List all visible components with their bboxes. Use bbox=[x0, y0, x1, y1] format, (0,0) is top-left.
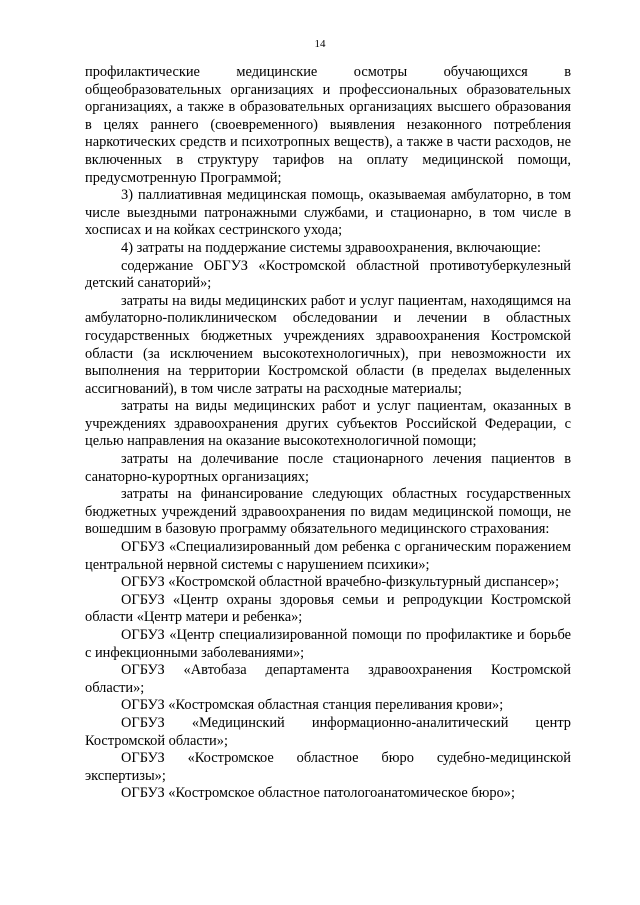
paragraph-sanatorium-maintenance: содержание ОБГУЗ «Костромской областной противотуберкулезный детский санаторий»; bbox=[85, 257, 571, 292]
paragraph-aftercare-costs: затраты на долечивание после стационарного лечения пациентов в санаторно-курортных организациях; bbox=[85, 451, 571, 485]
list-item-pathology-bureau: ОГБУЗ «Костромское областное патологоанатомическое бюро»; bbox=[121, 785, 515, 802]
paragraph-outpatient-costs: затраты на виды медицинских работ и услуг пациентам, находящимся на амбулаторно-поликлиническом обследовании и лечении в областных государственных бюджетных учреждениях здравоохранения Костромской области (за исключением высокотехнологичных), при невозможности их выполнения на территории Костромской области (в пределах выделенных ассигнований), в том числе затраты на расходные материалы; bbox=[85, 292, 571, 397]
list-item-infection-center: ОГБУЗ «Центр специализированной помощи по профилактике и борьбе с инфекционными заболеваниями»; bbox=[85, 627, 571, 661]
paragraph-continuation: профилактические медицинские осмотры обучающихся в общеобразовательных организациях и профессиональных образовательных организациях, а также в образовательных организациях высшего образования в целях раннего (своевременного) выявления незаконного потребления наркотических средств и психотропных веществ), а также в части расходов, не включенных в структуру тарифов на оплату медицинской помощи, предусмотренную Программой; bbox=[85, 64, 571, 186]
paragraph-other-regions-costs: затраты на виды медицинских работ и услуг пациентам, оказанных в учреждениях здравоохранения других субъектов Российской Федерации, с целью направления на оказание высокотехнологичной помощи; bbox=[85, 398, 571, 450]
body-text bbox=[85, 64, 571, 803]
list-item-medical-info-center: ОГБУЗ «Медицинский информационно-аналитический центр Костромской области»; bbox=[85, 714, 571, 749]
list-item-forensic-bureau: ОГБУЗ «Костромское областное бюро судебно-медицинской экспертизы»; bbox=[85, 750, 571, 784]
paragraph-palliative-care: 3) паллиативная медицинская помощь, оказываемая амбулаторно, в том числе выездными патронажными службами, и стационарно, в том числе в хосписах и на койках сестринского ухода; bbox=[85, 187, 571, 239]
paragraph-system-costs: 4) затраты на поддержание системы здравоохранения, включающие: bbox=[121, 239, 542, 256]
list-item-childrens-home: ОГБУЗ «Специализированный дом ребенка с органическим поражением центральной нервной системы с нарушением психики»; bbox=[85, 539, 571, 573]
list-item-sports-dispensary: ОГБУЗ «Костромской областной врачебно-физкультурный диспансер»; bbox=[121, 574, 560, 591]
page-number: 14 bbox=[314, 38, 326, 50]
list-item-family-health-center: ОГБУЗ «Центр охраны здоровья семьи и репродукции Костромской области «Центр матери и ребенка»; bbox=[85, 591, 571, 626]
list-item-blood-station: ОГБУЗ «Костромская областная станция переливания крови»; bbox=[121, 697, 504, 714]
list-item-motor-depot: ОГБУЗ «Автобаза департамента здравоохранения Костромской области»; bbox=[85, 662, 571, 696]
paragraph-institution-funding: затраты на финансирование следующих областных государственных бюджетных учреждений здравоохранения по видам медицинской помощи, не вошедшим в базовую программу обязательного медицинского страхования: bbox=[85, 486, 571, 538]
